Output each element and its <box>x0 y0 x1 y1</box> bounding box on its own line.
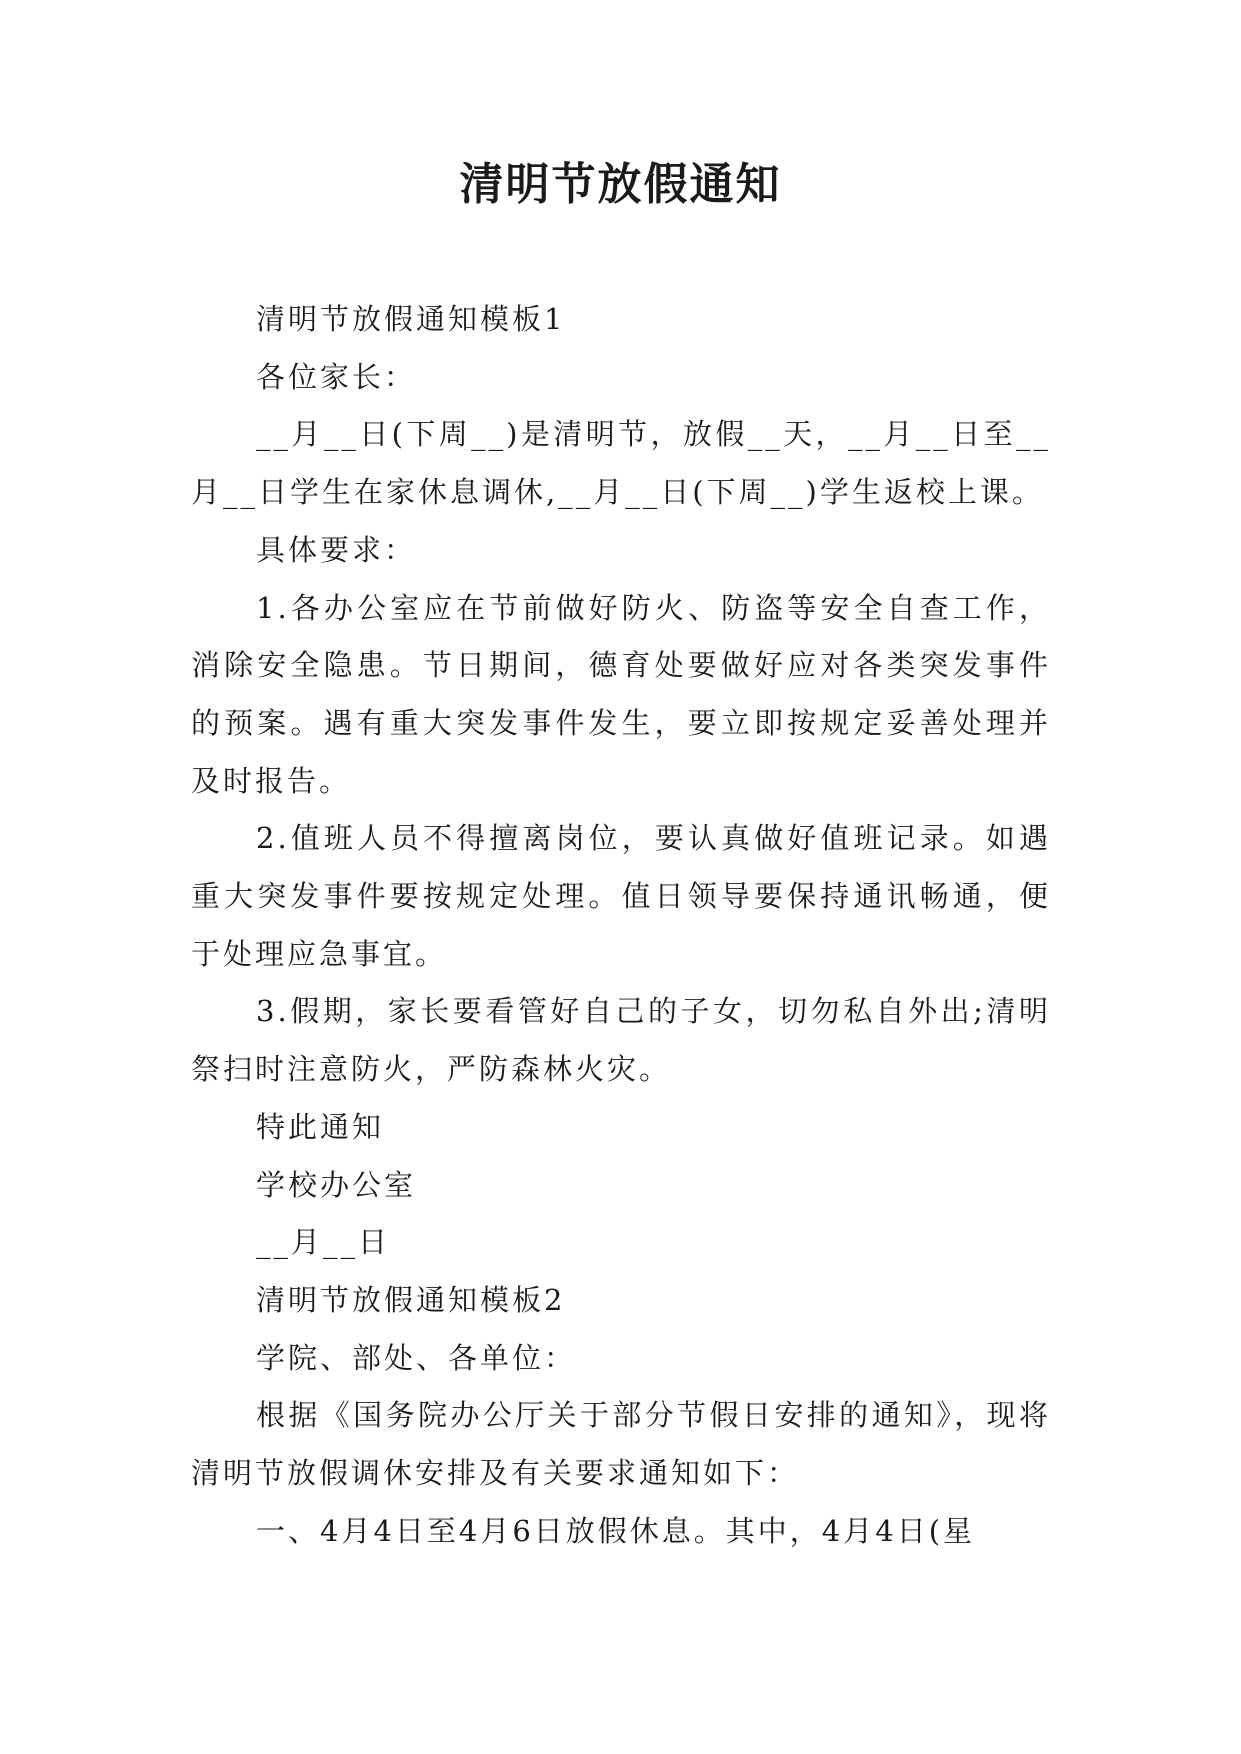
document-body <box>191 291 1051 1560</box>
paragraph-holiday-dates: __月__日(下周__)是清明节，放假__天，__月__日至__月__日学生在家休息调休,__月__日(下周__)学生返校上课。 <box>191 417 1051 510</box>
paragraph-requirement-2: 2.值班人员不得擅离岗位，要认真做好值班记录。如遇重大突发事件要按规定处理。值日领导要保持通讯畅通，便于处理应急事宜。 <box>191 821 1051 971</box>
paragraph-template-1-heading: 清明节放假通知模板1 <box>256 302 566 336</box>
paragraph-requirement-3: 3.假期，家长要看管好自己的子女，切勿私自外出;清明祭扫时注意防火，严防森林火灾。 <box>191 994 1051 1087</box>
paragraph-requirements-heading: 具体要求： <box>256 532 417 567</box>
paragraph-signature-office: 学校办公室 <box>256 1167 417 1202</box>
paragraph-basis: 根据《国务院办公厅关于部分节假日安排的通知》，现将清明节放假调休安排及有关要求通知如下： <box>191 1398 1051 1491</box>
paragraph-signature-date: __月__日 <box>256 1225 391 1260</box>
paragraph-notice-closing: 特此通知 <box>256 1109 385 1144</box>
paragraph-section-1: 一、4月4日至4月6日放假休息。其中，4月4日(星 <box>256 1513 976 1548</box>
paragraph-requirement-1: 1.各办公室应在节前做好防火、防盗等安全自查工作，消除安全隐患。节日期间，德育处要做好应对各类突发事件的预案。遇有重大突发事件发生，要立即按规定妥善处理并及时报告。 <box>191 590 1051 798</box>
paragraph-template-2-heading: 清明节放假通知模板2 <box>256 1282 566 1317</box>
paragraph-salutation-parents: 各位家长： <box>256 359 417 394</box>
document-title: 清明节放假通知 <box>459 159 782 210</box>
paragraph-salutation-units: 学院、部处、各单位： <box>256 1340 577 1375</box>
